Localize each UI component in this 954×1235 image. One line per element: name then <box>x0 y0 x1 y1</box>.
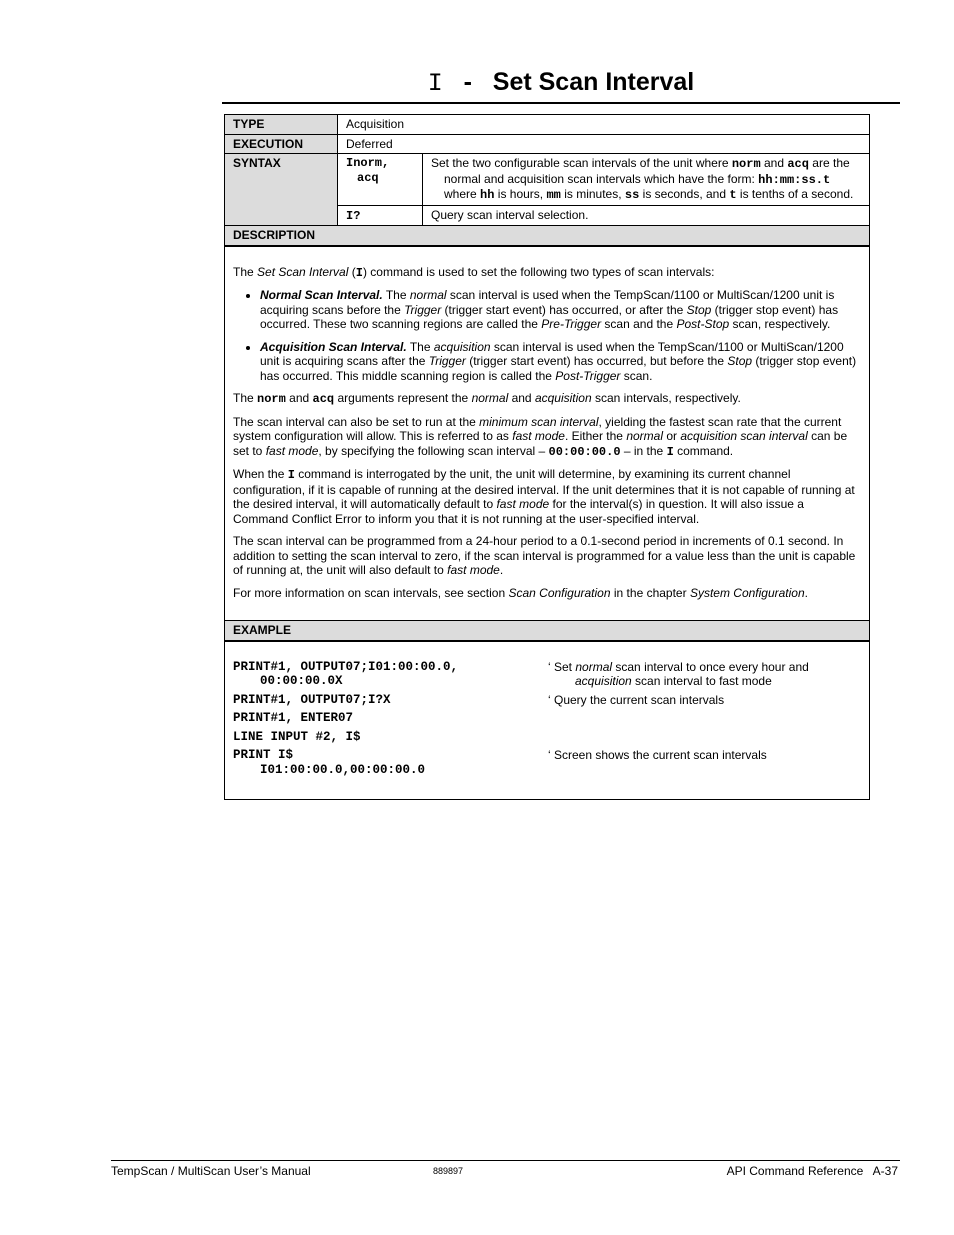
desc-text: . Either the <box>564 429 627 443</box>
syntax1-text-hours: is hours, <box>494 187 547 201</box>
title-rule <box>222 102 900 104</box>
desc-paragraph-4 <box>233 467 861 526</box>
desc-text: . <box>804 585 809 600</box>
example-line-2 <box>233 693 861 708</box>
example-code: PRINT#1, OUTPUT07;I?X <box>233 692 391 707</box>
desc-italic: System Configuration <box>689 585 805 600</box>
desc-italic: Trigger <box>428 354 466 368</box>
desc-text: , by specifying the following scan interval – <box>318 443 549 458</box>
desc-code: 00:00:00.0 <box>548 444 621 459</box>
command-name: Set Scan Interval <box>492 68 695 96</box>
command-letter: I <box>427 69 443 98</box>
desc-paragraph-6 <box>233 586 861 601</box>
syntax1-acq: acq <box>787 157 809 171</box>
desc-paragraph-3 <box>233 415 861 460</box>
code-line: PRINT I$ <box>233 748 294 762</box>
syntax-row-1 <box>225 154 870 206</box>
desc-italic: normal <box>471 391 509 405</box>
comment-italic: normal <box>575 659 613 674</box>
footer-manual-title: TempScan / MultiScan User’s Manual <box>111 1164 311 1178</box>
comment-text: scan interval to once every hour and <box>612 659 809 674</box>
bullet-normal-scan-interval <box>260 288 861 332</box>
desc-text: ( <box>348 264 356 279</box>
desc-code: I <box>666 444 674 459</box>
desc-italic: fast mode <box>496 497 550 511</box>
desc-italic: fast mode <box>265 443 319 458</box>
execution-row <box>225 134 870 154</box>
syntax2-code-text: I? <box>346 208 361 223</box>
example-label: EXAMPLE <box>225 621 870 641</box>
desc-code: I <box>287 468 295 482</box>
code-line: 00:00:00.0X <box>260 674 343 688</box>
desc-text: scan. <box>620 368 653 383</box>
desc-text: ) command is used to set the following two types of scan intervals: <box>362 264 715 279</box>
desc-text: and <box>508 391 535 405</box>
example-comment <box>548 730 861 745</box>
syntax1-ss: ss <box>624 188 640 202</box>
desc-paragraph-2 <box>233 391 861 407</box>
code-line: I01:00:00.0,00:00:00.0 <box>260 762 426 777</box>
description-label: DESCRIPTION <box>225 226 870 246</box>
desc-italic: Post-Stop <box>676 317 730 331</box>
footer-page-ref: API Command Reference A-37 <box>726 1164 898 1178</box>
desc-text: scan, respectively. <box>729 317 831 331</box>
desc-text: The scan interval can also be set to run at the <box>233 414 480 429</box>
example-line-3 <box>233 711 861 726</box>
syntax1-text-minutes: is minutes, <box>560 187 625 201</box>
comment-text: scan interval to fast mode <box>631 674 772 688</box>
desc-text: The <box>406 339 434 354</box>
type-row <box>225 115 870 135</box>
desc-italic: Post-Trigger <box>555 368 621 383</box>
example-body <box>225 641 870 800</box>
description-body <box>225 246 870 621</box>
desc-text: The <box>233 264 258 279</box>
syntax2-code <box>338 205 423 226</box>
example-comment: ‘ Query the current scan intervals <box>548 692 725 707</box>
desc-code: acq <box>312 392 335 406</box>
desc-italic: acquisition <box>433 339 491 354</box>
syntax1-text-line2: the normal and acquisition scan intervals which have the form: <box>444 156 850 186</box>
syntax1-hh: hh <box>480 188 495 202</box>
desc-italic: Pre-Trigger <box>541 317 602 331</box>
execution-value: Deferred <box>338 134 870 154</box>
syntax1-text-and: and <box>760 156 788 170</box>
desc-text: (trigger stop event) has occurred. These two scanning regions are called the <box>260 302 839 331</box>
desc-text: scan intervals, respectively. <box>591 391 741 405</box>
desc-text: or <box>663 429 681 443</box>
example-comment: ‘ Screen shows the current scan intervals <box>548 748 767 762</box>
bullet-title: Acquisition Scan Interval. <box>260 339 407 354</box>
desc-text: and <box>285 391 313 405</box>
footer-rule <box>111 1160 900 1161</box>
syntax1-text-are: are <box>808 156 830 170</box>
syntax1-mm: mm <box>546 188 561 202</box>
desc-text: When the <box>233 467 288 481</box>
comment-text: ‘ Set <box>548 659 576 674</box>
desc-italic: acquisition <box>534 391 592 405</box>
desc-text: command is interrogated by the unit, the unit will determine, by examining its current channel configuration, if it is capable of running at the desired interval. If the unit determines that it is not capable of running at the desired interval, it will automatically default to <box>233 467 855 511</box>
example-code <box>233 748 548 777</box>
execution-label: EXECUTION <box>225 134 338 154</box>
syntax1-text-seconds: is seconds, and <box>639 187 730 201</box>
syntax1-form: hh:mm:ss.t <box>758 172 831 187</box>
example-code <box>233 660 548 689</box>
desc-code: I <box>355 265 363 280</box>
syntax2-description: Query scan interval selection. <box>423 205 870 226</box>
description-header-row <box>225 226 870 246</box>
example-comment <box>548 660 861 689</box>
desc-italic: Stop <box>686 302 712 317</box>
syntax1-code <box>338 154 423 206</box>
syntax1-text-a: Set the two configurable scan intervals of the unit where <box>431 156 732 170</box>
desc-text: scan interval is used when the TempScan/1100 or MultiScan/1200 unit is acquiring scans before the <box>260 288 835 317</box>
comment-italic: acquisition <box>575 674 632 688</box>
desc-italic: normal <box>409 288 447 302</box>
desc-text: arguments represent the <box>334 391 472 405</box>
syntax1-text-line4: tenths of a second. <box>751 187 854 201</box>
command-table <box>224 114 870 800</box>
syntax1-description <box>423 154 870 206</box>
syntax1-text-where: where <box>444 187 481 201</box>
title-separator: - <box>463 68 472 96</box>
desc-text: . <box>499 563 504 577</box>
syntax1-norm: norm <box>731 157 761 171</box>
syntax1-code-line1: Inorm, <box>346 156 390 170</box>
desc-text: can be set to <box>233 429 848 458</box>
syntax1-code-line2: acq <box>357 170 379 185</box>
example-code: LINE INPUT #2, I$ <box>233 729 361 744</box>
example-comment <box>548 711 861 726</box>
desc-text: command. <box>673 443 734 458</box>
desc-text: (trigger start event) has occurred, but before the <box>465 354 728 368</box>
desc-text: (trigger stop event) has occurred. This middle scanning region is called the <box>260 354 857 383</box>
example-code: PRINT#1, ENTER07 <box>233 711 354 725</box>
desc-text: The scan interval can be programmed from a 24-hour period to a 0.1-second period in increments of 0.1 second. In addition to setting the scan interval to zero, if the scan interval is programmed for a value less than the unit is capable of running at, the unit will also default to <box>233 534 856 577</box>
desc-text: for the interval(s) in question. It will also issue a Command Conflict Error to inform you that it is not running at the user-specified interval. <box>233 497 804 526</box>
description-body-row <box>225 246 870 621</box>
bullet-title: Normal Scan Interval. <box>260 288 383 302</box>
desc-italic: fast mode <box>447 563 500 577</box>
syntax1-t: t <box>729 188 737 202</box>
desc-paragraph-1 <box>233 265 861 281</box>
desc-italic: normal <box>626 429 663 443</box>
desc-text: The <box>233 391 258 405</box>
desc-code: norm <box>257 392 286 406</box>
desc-text: scan interval is used when the TempScan/1100 or MultiScan/1200 unit is acquiring scans after the <box>260 339 844 368</box>
footer-part-number: 889897 <box>433 1166 464 1176</box>
desc-text: For more information on scan intervals, see section <box>233 585 509 600</box>
desc-text: The <box>382 288 410 302</box>
desc-italic: Set Scan Interval <box>257 264 349 279</box>
desc-text: in the chapter <box>610 585 690 600</box>
desc-text: scan and the <box>601 317 677 331</box>
syntax1-text-is: is <box>736 187 749 201</box>
example-line-1 <box>233 660 861 689</box>
desc-italic: Scan Configuration <box>508 585 611 600</box>
code-line: PRINT#1, OUTPUT07;I01:00:00.0, <box>233 659 459 674</box>
type-value: Acquisition <box>338 115 870 135</box>
page-title <box>222 68 900 98</box>
example-line-4 <box>233 730 861 745</box>
example-body-row <box>225 641 870 800</box>
desc-text: (trigger start event) has occurred, or after the <box>441 302 687 317</box>
desc-text: – in the <box>620 443 667 458</box>
desc-italic: Stop <box>727 354 753 368</box>
syntax1-desc-text <box>431 156 861 203</box>
type-label: TYPE <box>225 115 338 135</box>
desc-italic: minimum scan interval <box>479 414 599 429</box>
example-header-row <box>225 621 870 641</box>
desc-text: , yielding the fastest scan rate that the current system configuration will allow. This is referred to as <box>233 414 842 443</box>
example-line-5 <box>233 748 861 777</box>
desc-italic: fast mode <box>512 429 565 443</box>
desc-italic: Trigger <box>404 302 442 317</box>
syntax-label: SYNTAX <box>225 154 338 226</box>
bullet-acquisition-scan-interval <box>260 340 861 384</box>
desc-italic: acquisition scan interval <box>680 429 808 443</box>
desc-bullet-list <box>233 288 861 383</box>
desc-paragraph-5 <box>233 534 861 578</box>
